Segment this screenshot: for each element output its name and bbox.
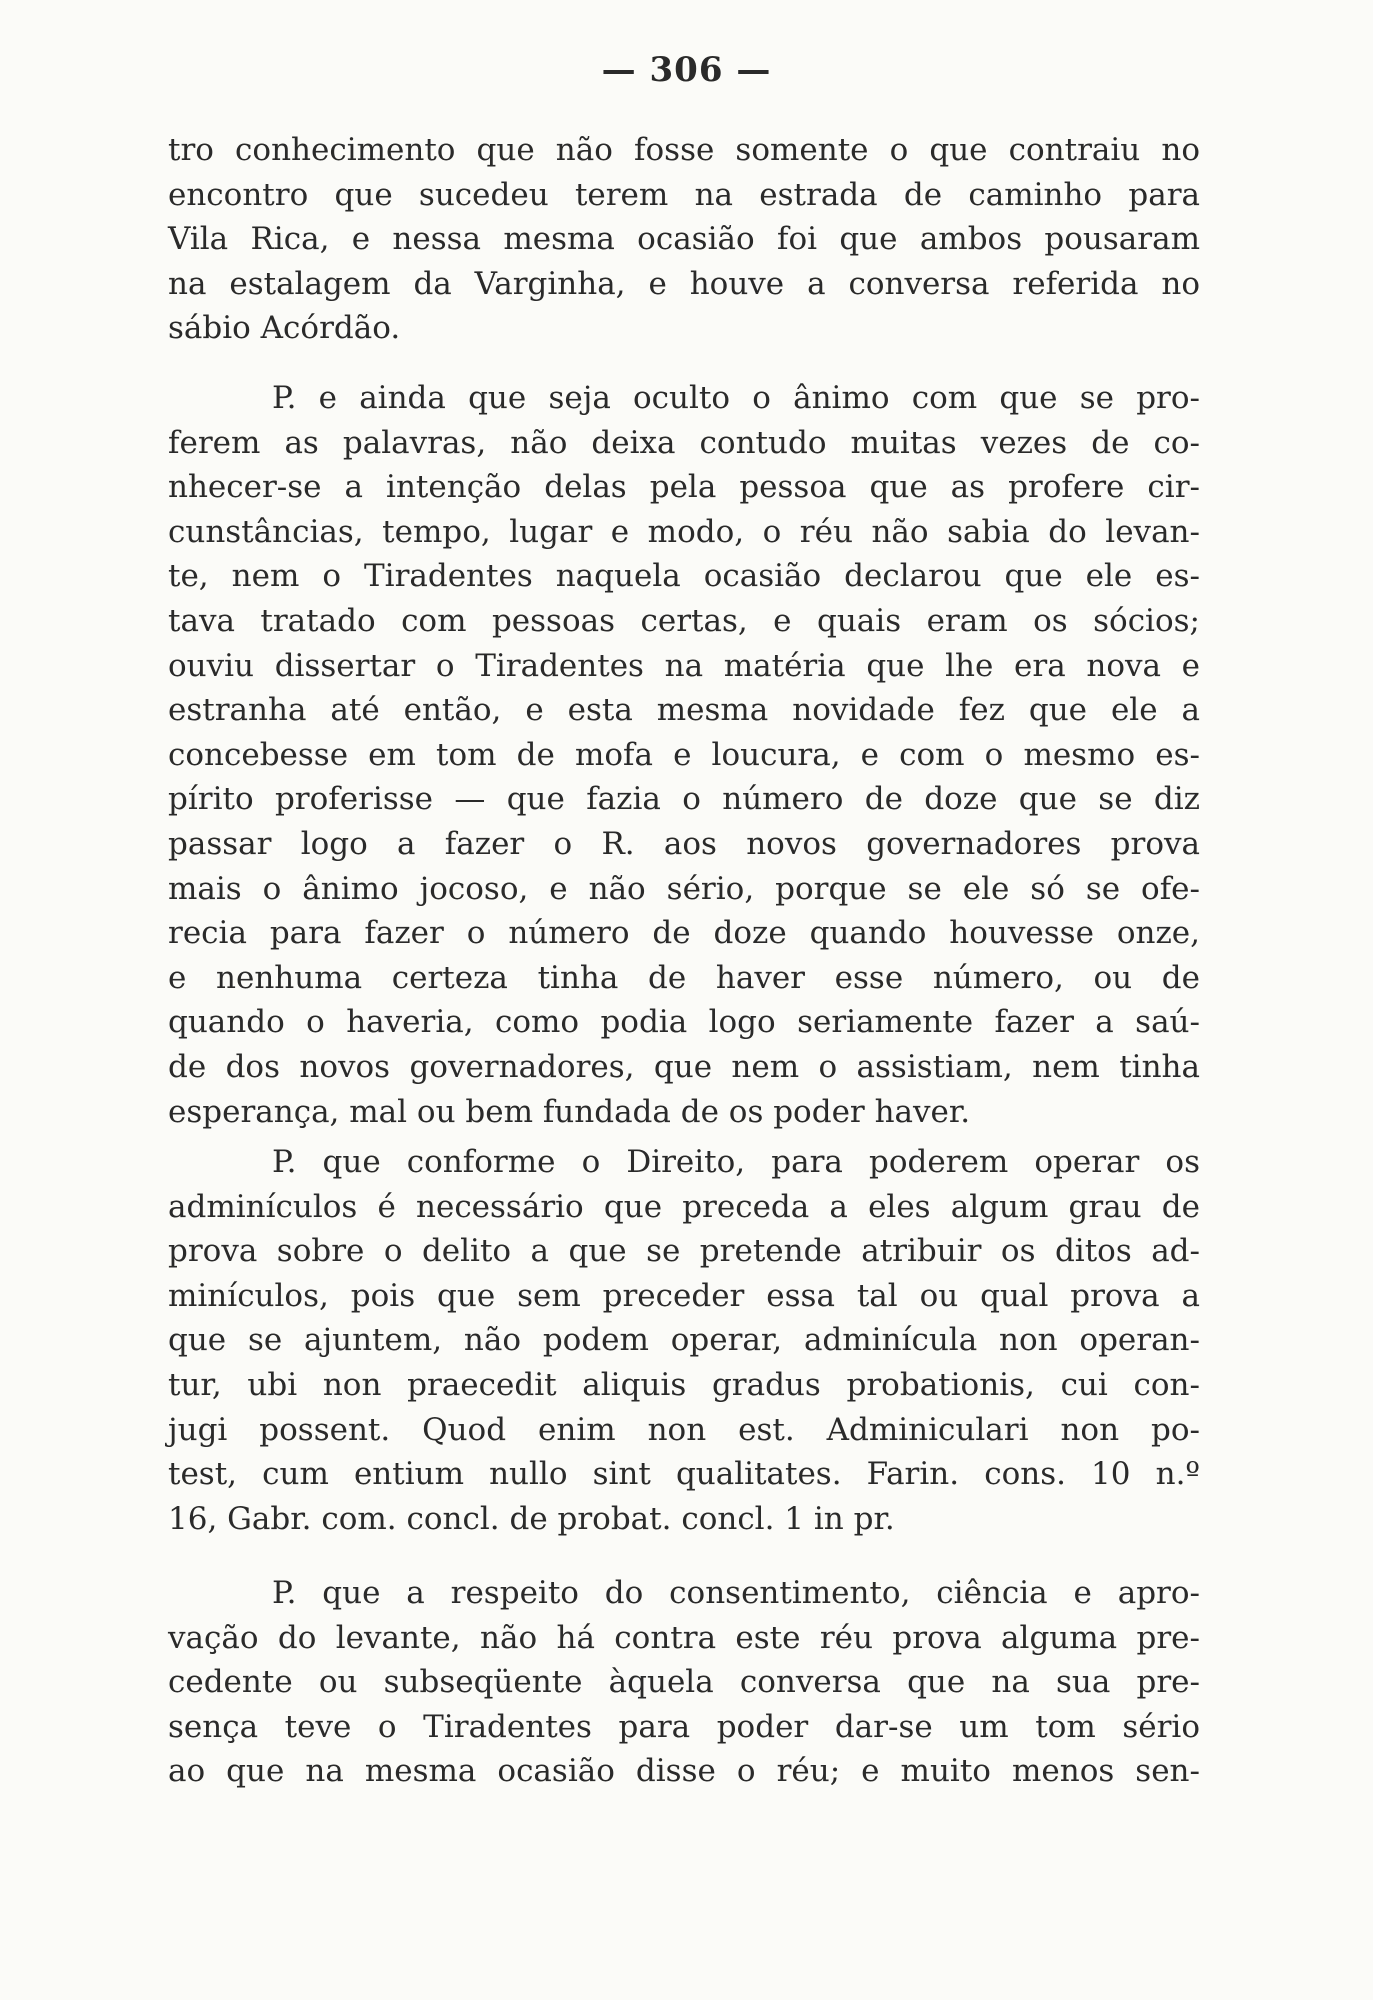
paragraph-4 <box>168 1571 1200 1794</box>
text-line: jugi possent. Quod enim non est. Adminiculari non po- <box>168 1411 1200 1448</box>
text-line: recia para fazer o número de doze quando houvesse onze, <box>168 915 1200 952</box>
text-line: P. que conforme o Direito, para poderem operar os <box>272 1144 1200 1180</box>
text-line: P. que a respeito do consentimento, ciência e apro- <box>272 1575 1200 1611</box>
text-line: P. e ainda que seja oculto o ânimo com que se pro- <box>272 380 1200 416</box>
text-line: nhecer-se a intenção delas pela pessoa que as profere cir- <box>168 469 1200 506</box>
text-line: adminículos é necessário que preceda a eles algum grau de <box>168 1188 1200 1225</box>
text-line: prova sobre o delito a que se pretende atribuir os ditos ad- <box>168 1233 1200 1270</box>
text-line: minículos, pois que sem preceder essa tal ou qual prova a <box>168 1277 1200 1314</box>
text-line: mais o ânimo jocoso, e não sério, porque se ele só se ofe- <box>168 870 1200 907</box>
text-line: estranha até então, e esta mesma novidade fez que ele a <box>168 692 1200 729</box>
text-line: quando o haveria, como podia logo seriamente fazer a saú- <box>168 1004 1200 1041</box>
text-line: esperança, mal ou bem fundada de os poder haver. <box>168 1093 971 1130</box>
text-line: de dos novos governadores, que nem o assistiam, nem tinha <box>168 1048 1200 1085</box>
text-line: tava tratado com pessoas certas, e quais eram os sócios; <box>168 602 1200 639</box>
page-number: — 306 — <box>601 50 772 90</box>
text-line: te, nem o Tiradentes naquela ocasião declarou que ele es- <box>168 558 1200 595</box>
text-line: encontro que sucedeu terem na estrada de caminho para <box>168 176 1200 213</box>
paragraph-3 <box>168 1140 1200 1541</box>
text-line: vação do levante, não há contra este réu prova alguma pre- <box>168 1619 1200 1656</box>
text-line: cedente ou subseqüente àquela conversa que na sua pre- <box>168 1664 1200 1701</box>
text-line: sábio Acórdão. <box>168 310 401 347</box>
text-line: test, cum entium nullo sint qualitates. Farin. cons. 10 n.º <box>168 1456 1200 1493</box>
text-line: cunstâncias, tempo, lugar e modo, o réu não sabia do levan- <box>168 513 1200 550</box>
paragraph-2 <box>168 376 1200 1134</box>
text-line: e nenhuma certeza tinha de haver esse número, ou de <box>168 959 1200 996</box>
text-line: na estalagem da Varginha, e houve a conversa referida no <box>168 265 1200 302</box>
text-line: pírito proferisse — que fazia o número de doze que se diz <box>168 781 1200 818</box>
text-line: ao que na mesma ocasião disse o réu; e muito menos sen- <box>168 1753 1200 1790</box>
text-line: tur, ubi non praecedit aliquis gradus probationis, cui con- <box>168 1366 1200 1403</box>
text-line: 16, Gabr. com. concl. de probat. concl. 1 in pr. <box>168 1500 895 1537</box>
text-line: que se ajuntem, não podem operar, adminícula non operan- <box>168 1322 1200 1359</box>
text-line: tro conhecimento que não fosse somente o que contraiu no <box>168 132 1200 168</box>
text-line: ferem as palavras, não deixa contudo muitas vezes de co- <box>168 424 1200 461</box>
text-line: sença teve o Tiradentes para poder dar-se um tom sério <box>168 1708 1200 1745</box>
text-line: ouviu dissertar o Tiradentes na matéria que lhe era nova e <box>168 647 1200 684</box>
text-line: concebesse em tom de mofa e loucura, e com o mesmo es- <box>168 736 1200 773</box>
text-line: passar logo a fazer o R. aos novos governadores prova <box>168 825 1200 862</box>
paragraph-1 <box>168 128 1200 351</box>
text-line: Vila Rica, e nessa mesma ocasião foi que ambos pousaram <box>168 221 1200 258</box>
